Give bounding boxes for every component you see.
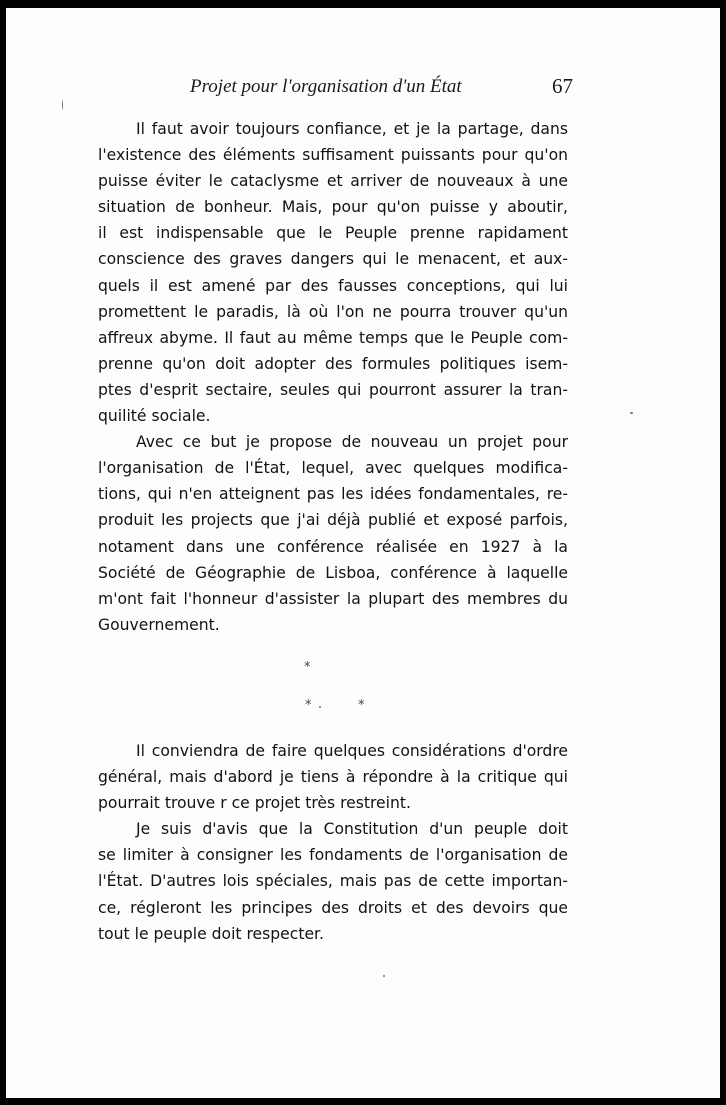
text-line: notament dans une conférence réalisée en 1927 à la	[98, 537, 568, 556]
text-line: Société de Géographie de Lisboa, conférence à laquelle	[98, 563, 568, 582]
paragraph-2	[98, 429, 568, 638]
asterism-star: *	[304, 660, 311, 675]
scan-speck	[62, 100, 63, 110]
paragraph-1	[98, 116, 568, 429]
running-title: Projet pour l'organisation d'un État	[190, 76, 462, 97]
text-line: m'ont fait l'honneur d'assister la plupart des membres du	[98, 589, 568, 608]
text-line: puisse éviter le cataclysme et arriver de nouveaux à une	[98, 172, 568, 191]
text-line: Il conviendra de faire quelques considérations d'ordre	[136, 742, 568, 760]
scan-speck	[319, 706, 321, 708]
scan-speck	[383, 975, 385, 977]
text-line: Il faut avoir toujours confiance, et je la partage, dans	[136, 120, 568, 138]
text-block-lower	[98, 738, 568, 947]
text-block-upper	[98, 116, 568, 638]
text-line: ptes d'esprit sectaire, seules qui pourront assurer la tran-	[98, 380, 568, 399]
text-line: tout le peuple doit respecter.	[98, 924, 324, 943]
paragraph-4	[98, 816, 568, 946]
page-number: 67	[552, 74, 573, 98]
paragraph-3	[98, 738, 568, 816]
text-line: se limiter à consigner les fondaments de l'organisation de	[98, 846, 568, 865]
text-line: Gouvernement.	[98, 615, 220, 634]
text-line: produit les projects que j'ai déjà publié et exposé parfois,	[98, 511, 568, 530]
text-line: il est indispensable que le Peuple prenne rapidament	[98, 224, 568, 243]
text-line: quilité sociale.	[98, 407, 211, 426]
text-line: Avec ce but je propose de nouveau un projet pour	[136, 433, 568, 452]
text-line: général, mais d'abord je tiens à répondre à la critique qui	[98, 768, 568, 787]
text-line: tions, qui n'en atteignent pas les idées fondamentales, re-	[98, 485, 568, 504]
asterism-star: *	[358, 698, 365, 713]
text-line: affreux abyme. Il faut au même temps que le Peuple com-	[98, 328, 568, 347]
text-line: quels il est amené par des fausses conceptions, qui lui	[98, 276, 568, 295]
scan-speck	[630, 412, 633, 414]
text-line: l'État. D'autres lois spéciales, mais pas de cette importan-	[98, 872, 568, 891]
text-line: conscience des graves dangers qui le menacent, et aux-	[98, 250, 568, 269]
asterism-star: *	[305, 698, 312, 713]
text-line: promettent le paradis, là où l'on ne pourra trouver qu'un	[98, 302, 568, 321]
text-line: prenne qu'on doit adopter des formules politiques isem-	[98, 354, 568, 373]
text-line: pourrait trouve r ce projet très restreint.	[98, 794, 411, 813]
text-line: l'existence des éléments suffisament puissants pour qu'on	[98, 146, 568, 165]
page-header	[6, 74, 720, 104]
book-page	[6, 8, 720, 1098]
text-line: l'organisation de l'État, lequel, avec quelques modifica-	[98, 459, 568, 478]
text-line: Je suis d'avis que la Constitution d'un peuple doit	[136, 820, 568, 839]
text-line: ce, régleront les principes des droits et des devoirs que	[98, 898, 568, 917]
text-line: situation de bonheur. Mais, pour qu'on puisse y aboutir,	[98, 198, 568, 217]
